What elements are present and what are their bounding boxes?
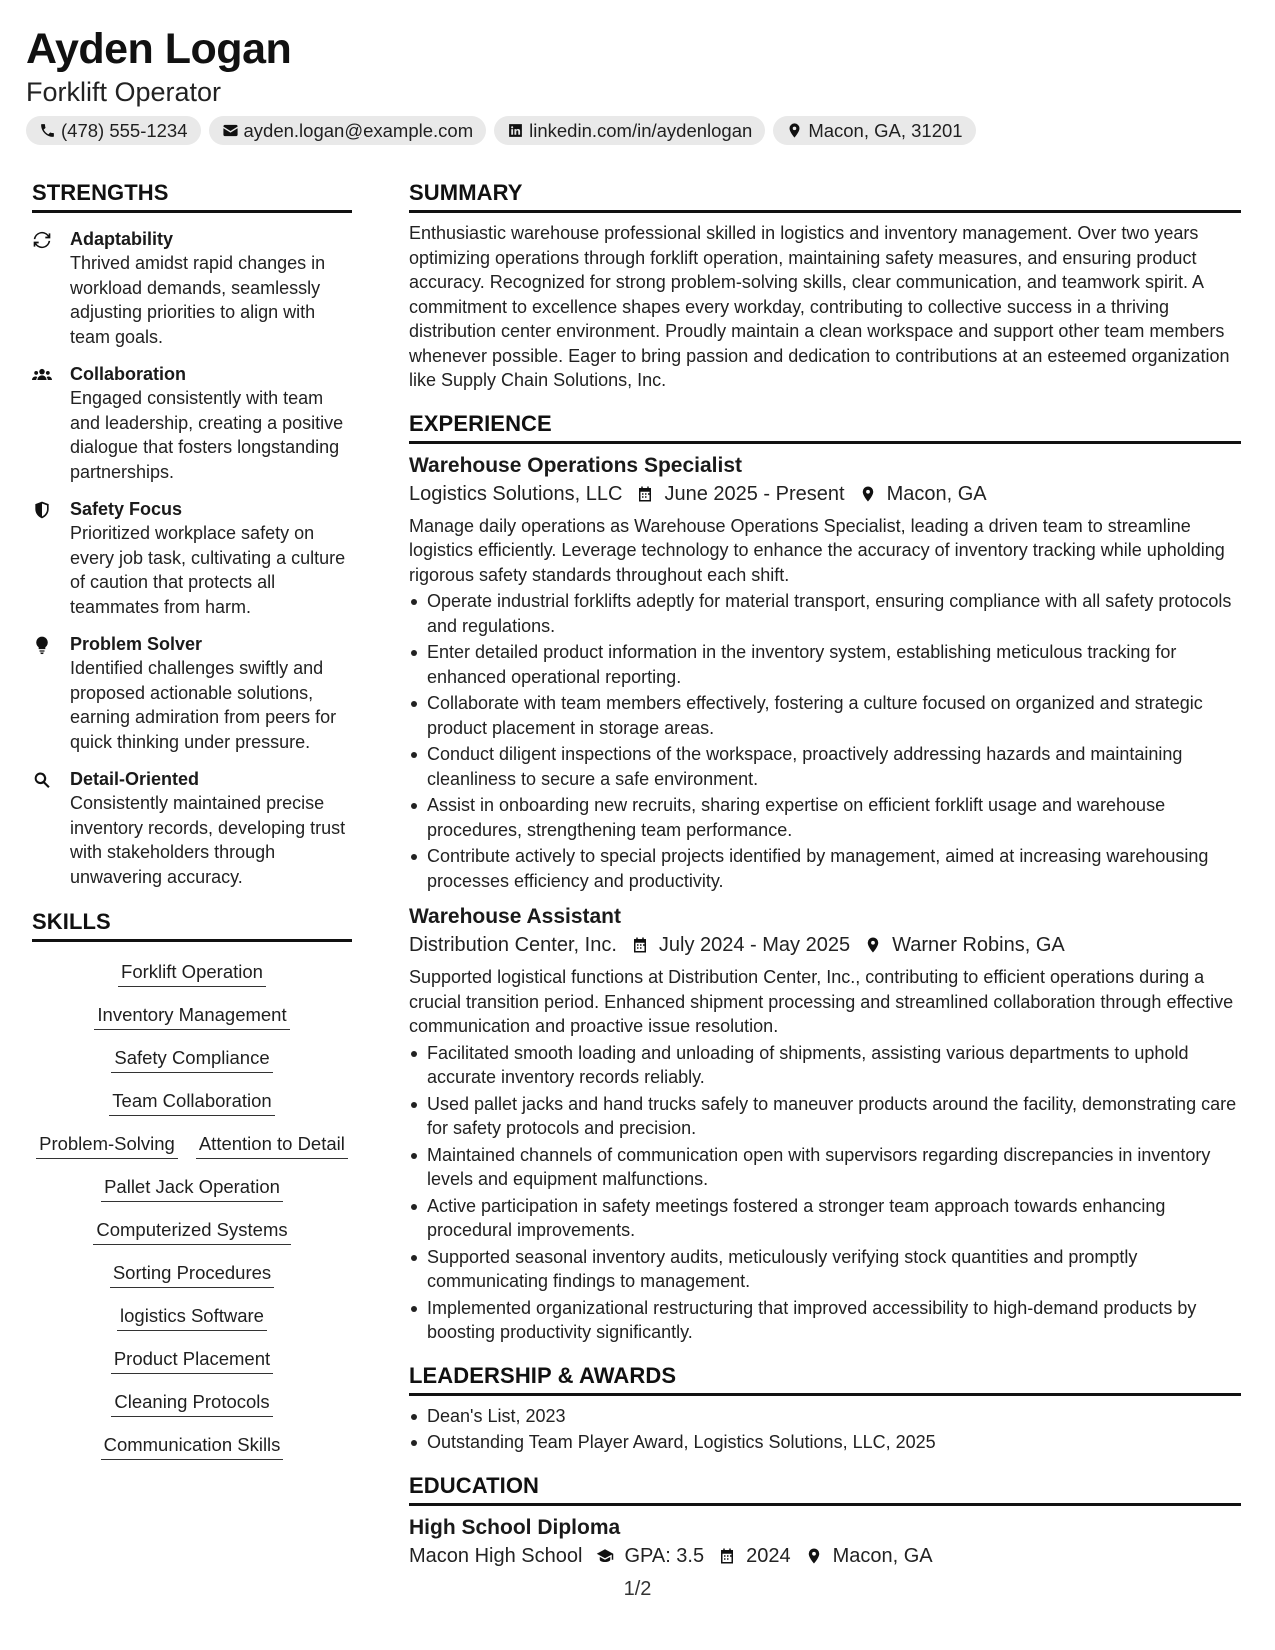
phone-icon <box>39 122 56 139</box>
list-item: Assist in onboarding new recruits, sharing expertise on efficient forklift usage and warehouse procedures, strengthening team performance. <box>409 793 1241 842</box>
contact-location-text: Macon, GA, 31201 <box>808 119 963 141</box>
job-entry <box>409 903 1241 1345</box>
calendar-icon <box>718 1547 736 1565</box>
strength-desc: Prioritized workplace safety on every job task, cultivating a culture of caution that protects all teammates from harm. <box>70 523 346 617</box>
search-icon <box>32 770 52 790</box>
skill-tag: Cleaning Protocols <box>111 1390 272 1417</box>
skill-tag: logistics Software <box>117 1304 267 1331</box>
contact-email-text: ayden.logan@example.com <box>243 119 474 141</box>
education-location: Macon, GA <box>832 1544 933 1567</box>
map-marker-icon <box>864 936 882 954</box>
candidate-name: Ayden Logan <box>26 25 292 73</box>
list-item: Supported seasonal inventory audits, meticulously verifying stock quantities and promptly communicating findings to management. <box>409 1245 1241 1294</box>
list-item: Conduct diligent inspections of the workspace, proactively addressing hazards and maintaining cleanliness to secure a safe environment. <box>409 742 1241 791</box>
graduation-cap-icon <box>596 1547 614 1565</box>
map-marker-icon <box>805 1547 823 1565</box>
strength-desc: Thrived amidst rapid changes in workload demands, seamlessly adjusting priorities to align with team goals. <box>70 253 326 347</box>
experience-heading: EXPERIENCE <box>409 409 1241 444</box>
education-gpa: GPA: 3.5 <box>624 1544 705 1567</box>
job-entry <box>409 452 1241 894</box>
contact-linkedin-text: linkedin.com/in/aydenlogan <box>529 119 753 141</box>
list-item: Outstanding Team Player Award, Logistics Solutions, LLC, 2025 <box>409 1430 1241 1455</box>
job-location: Warner Robins, GA <box>892 934 1065 956</box>
linkedin-icon <box>507 122 524 139</box>
summary-text: Enthusiastic warehouse professional skilled in logistics and inventory management. Over two years optimizing operations through forklift operation, maintaining safety measures, and ensuring product accuracy. Recognized for strong problem-solving skills, clear communication, and teamwork spirit. A commitment to excellence shapes every workday, contributing to collective success in a thriving distribution center environment. Proudly maintain a clean workspace and support other team members whenever possible. Eager to bring passion and dedication to contributions at an esteemed organization like Supply Chain Solutions, Inc. <box>409 223 1230 390</box>
sync-icon <box>32 230 52 250</box>
skills-heading: SKILLS <box>32 907 352 942</box>
skill-tag: Pallet Jack Operation <box>101 1175 283 1202</box>
summary-heading: SUMMARY <box>409 178 1241 213</box>
strength-desc: Engaged consistently with team and leadership, creating a positive dialogue that fosters longstanding partnerships. <box>70 388 344 482</box>
strengths-heading: STRENGTHS <box>32 178 352 213</box>
job-company: Distribution Center, Inc. <box>409 934 617 956</box>
job-bullets <box>409 589 1241 893</box>
education-year: 2024 <box>746 1544 791 1567</box>
job-meta <box>409 480 1241 508</box>
lightbulb-icon <box>32 635 52 655</box>
envelope-icon <box>222 122 239 139</box>
skill-tag: Sorting Procedures <box>110 1261 274 1288</box>
awards-list <box>409 1404 1241 1455</box>
skill-tag: Inventory Management <box>94 1003 289 1030</box>
contact-bar <box>26 116 1249 145</box>
list-item: Maintained channels of communication open with supervisors regarding discrepancies in inventory levels and equipment malfunctions. <box>409 1143 1241 1192</box>
list-item: Dean's List, 2023 <box>409 1404 1241 1429</box>
job-dates: June 2025 - Present <box>664 482 845 505</box>
awards-section <box>409 1361 1241 1455</box>
map-marker-icon <box>859 485 877 503</box>
skill-tag: Safety Compliance <box>111 1046 272 1073</box>
job-meta <box>409 931 1241 959</box>
skill-tag: Team Collaboration <box>109 1089 274 1116</box>
job-description: Supported logistical functions at Distribution Center, Inc., contributing to efficient operations during a crucial transition period. Enhanced shipment processing and streamlined collaboration through effective communication and proactive issue resolution. <box>409 967 1234 1036</box>
education-section <box>409 1471 1241 1570</box>
calendar-icon <box>636 485 654 503</box>
skills-list <box>32 956 352 1460</box>
candidate-title: Forklift Operator <box>26 77 222 107</box>
skill-tag: Computerized Systems <box>93 1218 290 1245</box>
strength-title: Safety Focus <box>70 499 183 519</box>
contact-phone-text: (478) 555-1234 <box>61 119 188 141</box>
experience-section <box>409 409 1241 1345</box>
education-heading: EDUCATION <box>409 1471 1241 1506</box>
job-dates: July 2024 - May 2025 <box>658 934 851 956</box>
resume-header <box>26 22 1249 145</box>
list-item: Used pallet jacks and hand trucks safely to maneuver products around the facility, demonstrating care for safety protocols and precision. <box>409 1092 1241 1141</box>
strength-title: Detail-Oriented <box>70 769 200 789</box>
job-title: Warehouse Operations Specialist <box>409 453 742 477</box>
skill-tag: Communication Skills <box>101 1433 284 1460</box>
contact-linkedin[interactable] <box>494 116 765 145</box>
strength-item <box>32 497 352 619</box>
map-marker-icon <box>786 122 803 139</box>
strength-item <box>32 767 352 889</box>
job-company: Logistics Solutions, LLC <box>409 482 623 505</box>
awards-heading: LEADERSHIP & AWARDS <box>409 1361 1241 1396</box>
skill-tag: Attention to Detail <box>196 1132 348 1159</box>
education-meta <box>409 1542 1241 1570</box>
list-item: Implemented organizational restructuring that improved accessibility to high-demand products by boosting productivity significantly. <box>409 1296 1241 1345</box>
job-title: Warehouse Assistant <box>409 905 621 928</box>
degree-title: High School Diploma <box>409 1515 621 1539</box>
skill-tag: Product Placement <box>111 1347 273 1374</box>
page-number: 1/2 <box>623 1578 652 1600</box>
list-item: Operate industrial forklifts adeptly for material transport, ensuring compliance with all safety protocols and regulations. <box>409 589 1241 638</box>
right-column <box>409 178 1241 1586</box>
summary-section <box>409 178 1241 393</box>
contact-phone[interactable] <box>26 116 201 145</box>
list-item: Enter detailed product information in the inventory system, establishing meticulous tracking for enhanced operational reporting. <box>409 640 1241 689</box>
contact-email[interactable] <box>209 116 487 145</box>
strength-item <box>32 362 352 484</box>
strength-title: Problem Solver <box>70 634 203 654</box>
shield-icon <box>32 500 52 520</box>
list-item: Facilitated smooth loading and unloading of shipments, assisting various departments to uphold accurate inventory records reliably. <box>409 1041 1241 1090</box>
job-location: Macon, GA <box>886 482 987 505</box>
list-item: Contribute actively to special projects identified by management, aimed at increasing warehousing processes efficiency and productivity. <box>409 844 1241 893</box>
users-icon <box>32 365 52 385</box>
list-item: Collaborate with team members effectively, fostering a culture focused on organized and strategic product placement in storage areas. <box>409 691 1241 740</box>
strength-item <box>32 632 352 754</box>
school-name: Macon High School <box>409 1544 583 1567</box>
job-bullets <box>409 1041 1241 1345</box>
calendar-icon <box>631 936 649 954</box>
left-column <box>32 178 352 1468</box>
contact-location <box>773 116 975 145</box>
strength-desc: Identified challenges swiftly and proposed actionable solutions, earning admiration from peers for quick thinking under pressure. <box>70 658 337 752</box>
skill-tag: Forklift Operation <box>118 960 266 987</box>
list-item: Active participation in safety meetings fostered a stronger team approach towards enhancing procedural improvements. <box>409 1194 1241 1243</box>
job-description: Manage daily operations as Warehouse Operations Specialist, leading a driven team to streamline logistics efficiently. Leverage technology to enhance the accuracy of inventory tracking while upholding rigorous safety standards throughout each shift. <box>409 515 1225 585</box>
strength-item <box>32 227 352 349</box>
skill-tag: Problem-Solving <box>36 1132 178 1159</box>
strength-title: Collaboration <box>70 364 186 384</box>
strength-desc: Consistently maintained precise inventory records, developing trust with stakeholders through unwavering accuracy. <box>70 793 346 887</box>
strength-title: Adaptability <box>70 229 174 249</box>
